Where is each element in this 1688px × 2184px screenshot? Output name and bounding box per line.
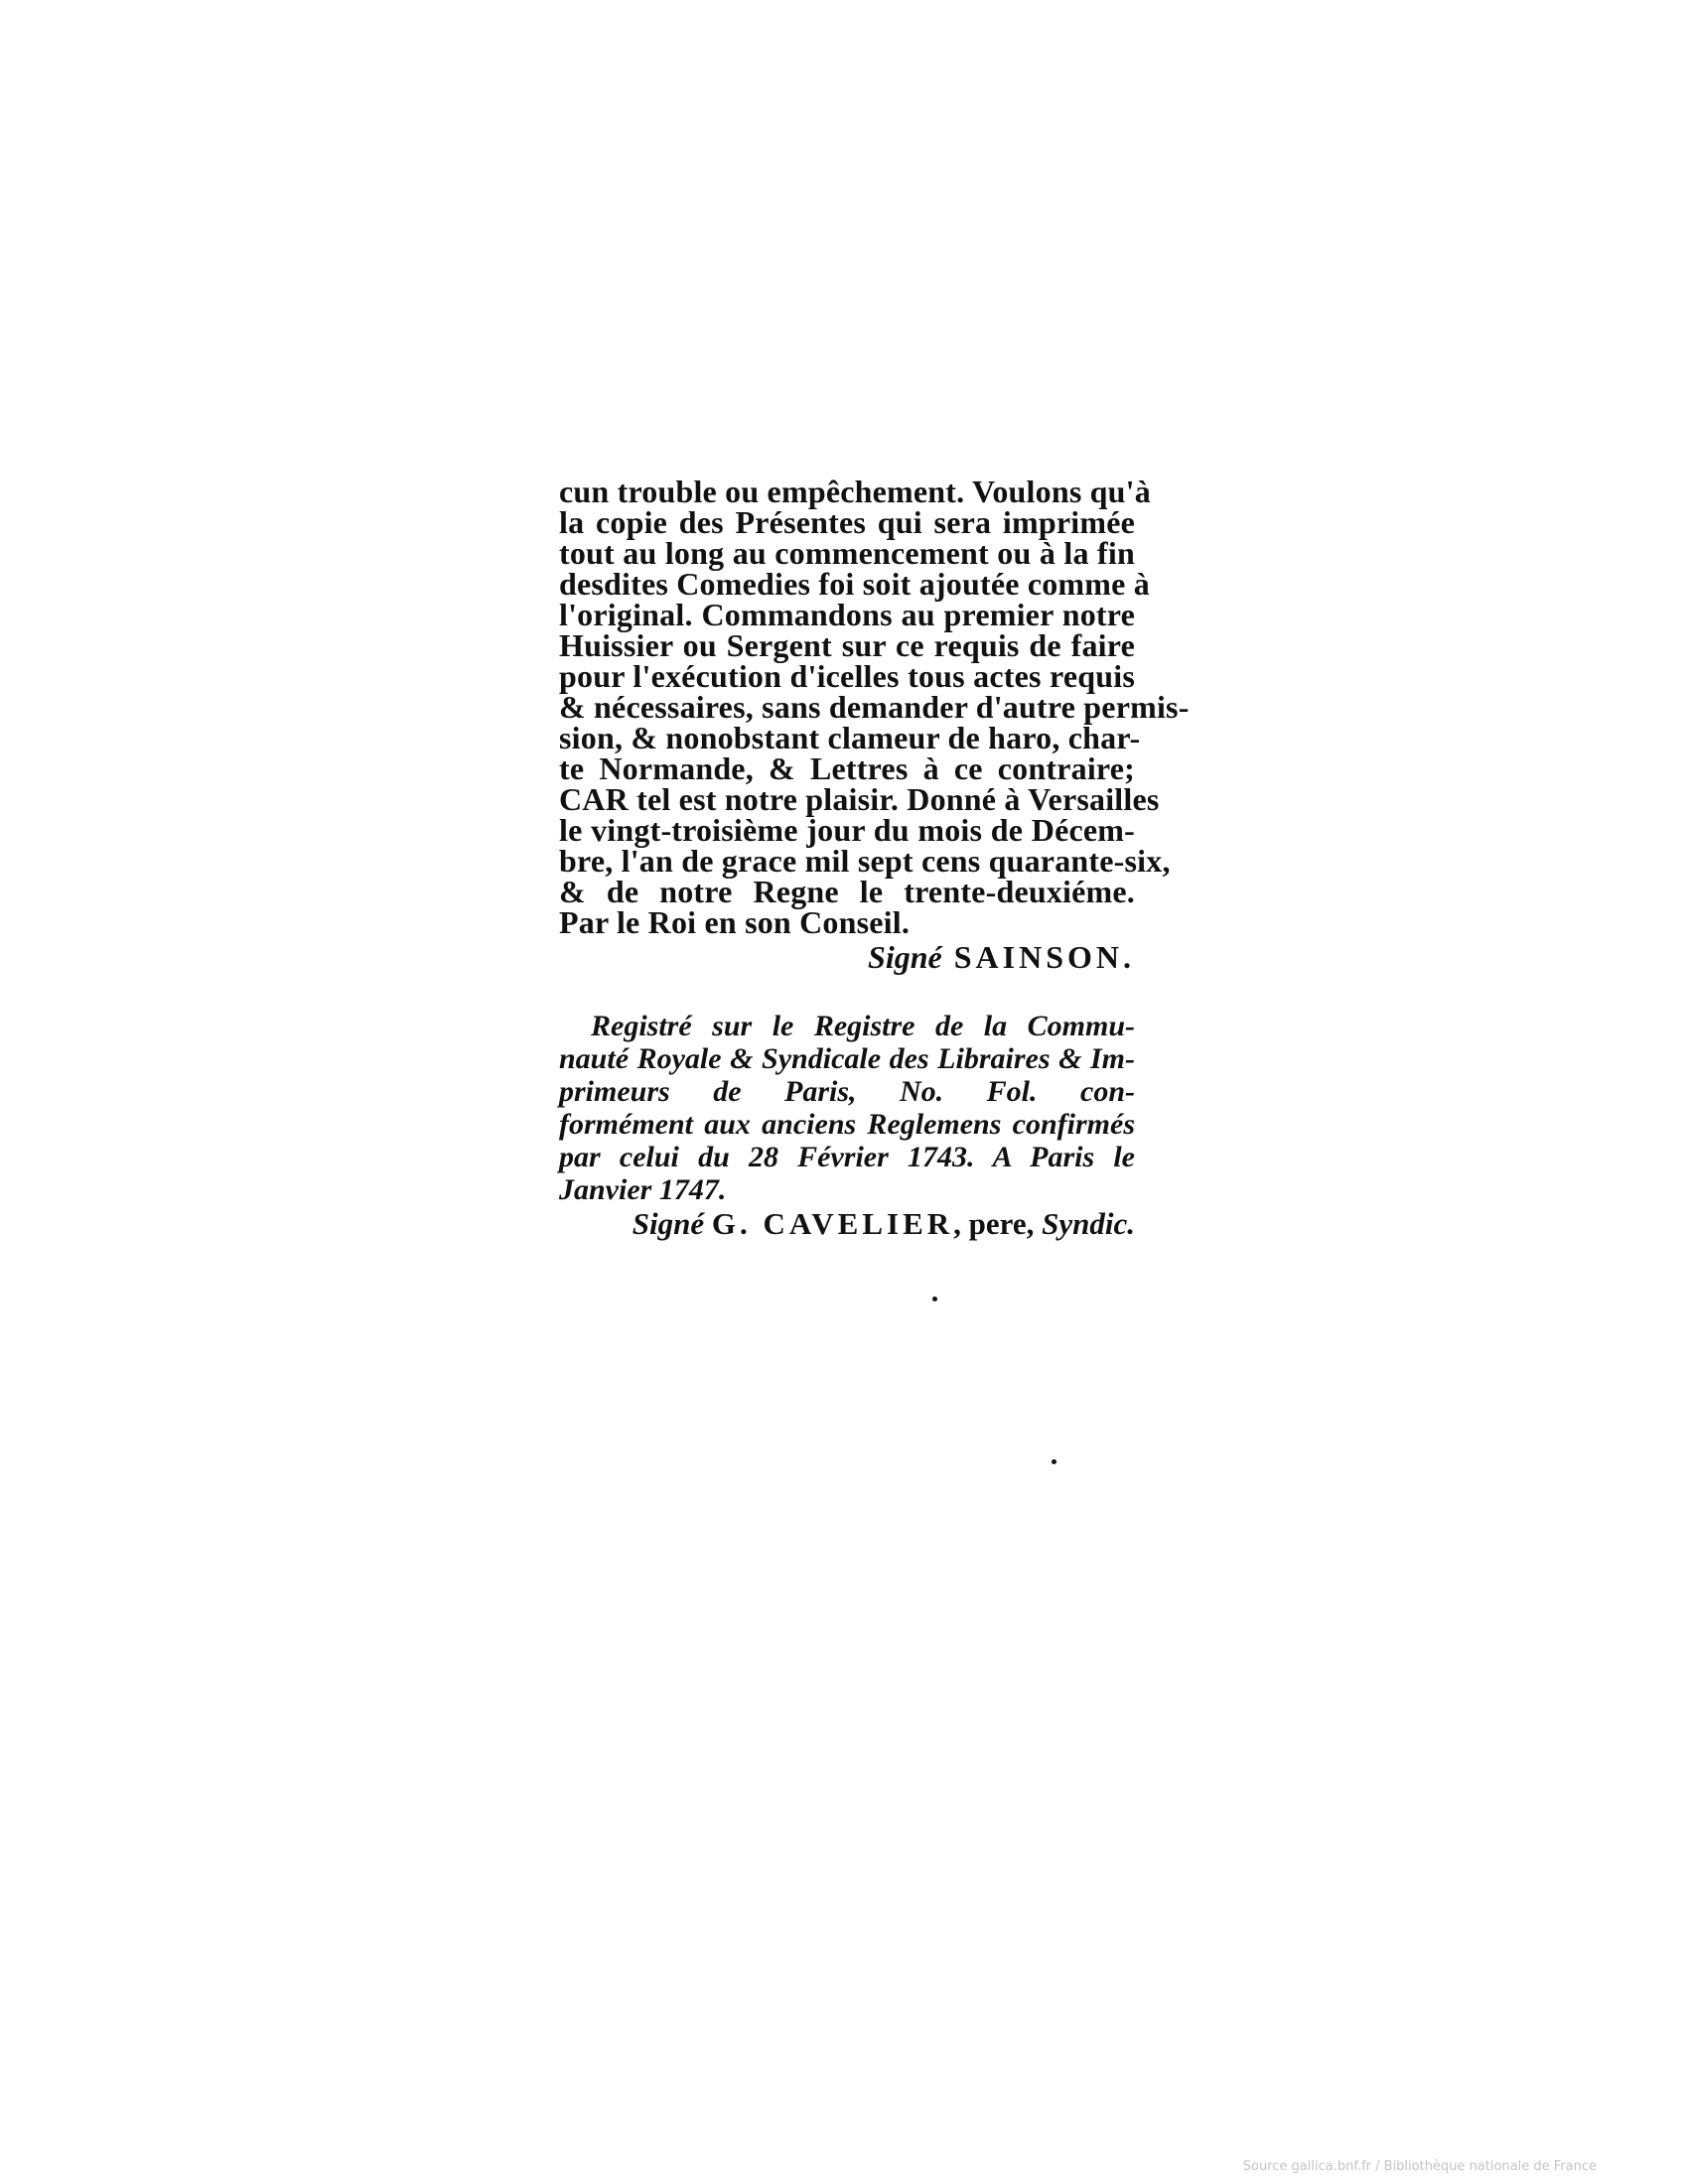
source-footer: Source gallica.bnf.fr / Bibliothèque nationale de France [1242, 2159, 1597, 2174]
signature-name: G. CAVELIER [711, 1206, 954, 1241]
body-line: tout au long au commencement ou à la fin [559, 535, 1135, 571]
body-line: & de notre Regne le trente-deuxiéme. [559, 874, 1135, 909]
body-line: CAR tel est notre plaisir. Donné à Versailles [559, 781, 1160, 817]
body-line: desdites Comedies foi soit ajoutée comme à [559, 566, 1150, 602]
signature-cavelier [559, 1206, 1135, 1242]
registry-line: primeurs de Paris, No. Fol. con- [559, 1075, 1135, 1108]
body-line: & nécessaires, sans demander d'autre permis- [559, 689, 1190, 725]
privilege-body-text [559, 474, 1190, 940]
signature-name: SAINSON. [953, 939, 1135, 975]
registry-line: Janvier 1747. [559, 1173, 727, 1206]
body-line: sion, & nonobstant clameur de haro, char- [559, 720, 1141, 755]
body-line: l'original. Commandons au premier notre [559, 597, 1135, 632]
body-line: cun trouble ou empêchement. Voulons qu'à [559, 474, 1151, 509]
body-line: bre, l'an de grace mil sept cens quarante-six, [559, 843, 1171, 879]
document-page [559, 474, 1190, 1242]
registry-line: Registré sur le Registre de la Commu- [591, 1010, 1135, 1042]
body-line: le vingt-troisième jour du mois de Décem- [559, 812, 1135, 848]
ink-speck [1052, 1459, 1056, 1464]
body-line: Par le Roi en son Conseil. [559, 904, 911, 940]
registry-line: nauté Royale & Syndicale des Libraires & Im- [559, 1042, 1135, 1075]
ink-speck [932, 1297, 937, 1301]
signature-role: , pere, [953, 1206, 1035, 1241]
registry-line: par celui du 28 Février 1743. A Paris le [559, 1141, 1135, 1173]
signature-label: Signé [868, 939, 942, 975]
body-line: pour l'exécution d'icelles tous actes requis [559, 658, 1135, 694]
signature-prefix: Signé [632, 1206, 705, 1241]
signature-sainson [559, 940, 1135, 974]
body-line: te Normande, & Lettres à ce contraire; [559, 751, 1135, 786]
body-line: la copie des Présentes qui sera imprimée [559, 504, 1135, 540]
body-line: Huissier ou Sergent sur ce requis de faire [559, 627, 1135, 663]
signature-title: Syndic. [1042, 1206, 1135, 1241]
registry-note [559, 1010, 1135, 1206]
registry-line: formément aux anciens Reglemens confirmés [559, 1108, 1135, 1141]
